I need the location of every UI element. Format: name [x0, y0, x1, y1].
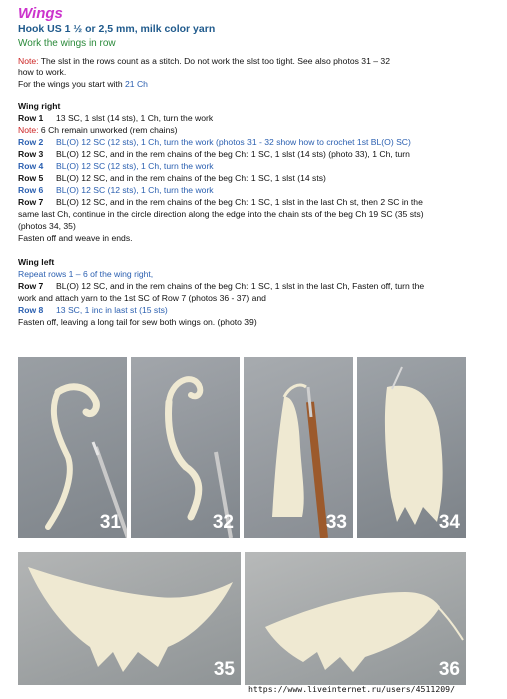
row-text: 13 SC, 1 slst (14 sts), 1 Ch, turn the work [56, 113, 214, 123]
row-label: Row 7 [18, 281, 44, 291]
wr-row-5 [18, 173, 493, 185]
finished-wing-image [245, 552, 466, 685]
photo-36 [245, 552, 466, 685]
row-text: BL(O) 12 SC (12 sts), 1 Ch, turn the work [56, 185, 214, 195]
photo-33 [244, 357, 353, 538]
row-text: 13 SC, 1 inc in last st (15 sts) [56, 305, 168, 315]
photo-number: 33 [325, 512, 347, 533]
row-label: Row 8 [18, 305, 44, 315]
hook-info: Hook US 1 ½ or 2,5 mm, milk color yarn [18, 23, 216, 35]
wr-row-4 [18, 161, 493, 173]
photo-number: 34 [438, 512, 460, 533]
crochet-start-image [18, 357, 127, 538]
wr-note [18, 125, 493, 137]
wr-row-6 [18, 185, 493, 197]
row-label: Row 7 [18, 197, 44, 207]
wl-row-8 [18, 305, 493, 317]
wr-row-2 [18, 137, 493, 149]
wr-row-7-line-2: same last Ch, continue in the circle direction along the edge into the chain sts of the beg Ch 19 SC (35 sts) [18, 209, 424, 219]
wr-row-1 [18, 113, 493, 125]
wl-row-7 [18, 281, 493, 293]
wing-piece-image [357, 357, 466, 538]
finished-wing-image [18, 552, 241, 685]
note-line-1 [18, 56, 493, 68]
start-chain: 21 Ch [125, 79, 148, 89]
wl-repeat: Repeat rows 1 – 6 of the wing right, [18, 269, 154, 279]
photo-34 [357, 357, 466, 538]
row-text: BL(O) 12 SC (12 sts), 1 Ch, turn the work (photos 31 - 32 show how to crochet 1st BL(O) SC) [56, 137, 411, 147]
crochet-piece-image [244, 357, 353, 538]
wr-row-3 [18, 149, 493, 161]
note-text: 6 Ch remain unworked (rem chains) [38, 125, 178, 135]
wing-left-heading: Wing left [18, 257, 55, 267]
row-label: Row 4 [18, 161, 44, 171]
crochet-row-image [131, 357, 240, 538]
row-text: BL(O) 12 SC, and in the rem chains of the beg Ch: 1 SC, 1 slst in the last Ch, Fasten off, turn the [56, 281, 425, 291]
wl-fasten: Fasten off, leaving a long tail for sew both wings on. (photo 39) [18, 317, 257, 327]
row-text: BL(O) 12 SC, and in the rem chains of the beg Ch: 1 SC, 1 slst (14 sts) [56, 173, 326, 183]
row-label: Row 6 [18, 185, 44, 195]
photo-number: 31 [99, 512, 121, 533]
photo-number: 35 [213, 659, 235, 680]
start-line [18, 79, 493, 91]
photo-32 [131, 357, 240, 538]
note-line-2: how to work. [18, 67, 67, 77]
note-label: Note: [18, 56, 39, 66]
source-url[interactable]: https://www.liveinternet.ru/users/4511209/ [248, 684, 456, 694]
row-text: BL(O) 12 SC, and in the rem chains of the beg Ch: 1 SC, 1 slst (14 sts) (photo 33), 1 Ch, turn [56, 149, 410, 159]
row-text: BL(O) 12 SC (12 sts), 1 Ch, turn the work [56, 161, 214, 171]
row-text: BL(O) 12 SC, and in the rem chains of the beg Ch: 1 SC, 1 slst in the last Ch st, then 2 SC in the [56, 197, 423, 207]
subtitle: Work the wings in row [18, 38, 116, 49]
note-text: The slst in the rows count as a stitch. Do not work the slst too tight. See also photos 31 – 32 [38, 56, 390, 66]
row-label: Row 3 [18, 149, 44, 159]
photo-number: 32 [212, 512, 234, 533]
photo-31 [18, 357, 127, 538]
start-text: For the wings you start with [18, 79, 125, 89]
row-label: Row 5 [18, 173, 44, 183]
wr-row-7-line-3: (photos 34, 35) [18, 221, 76, 231]
note-label: Note: [18, 125, 39, 135]
row-label: Row 2 [18, 137, 44, 147]
row-label: Row 1 [18, 113, 44, 123]
wing-right-heading: Wing right [18, 101, 61, 111]
wl-row-7-line-2: work and attach yarn to the 1st SC of Row 7 (photos 36 - 37) and [18, 293, 266, 303]
photo-35 [18, 552, 241, 685]
photo-number: 36 [438, 659, 460, 680]
wr-row-7 [18, 197, 493, 209]
page-title: Wings [18, 5, 63, 22]
wr-fasten: Fasten off and weave in ends. [18, 233, 133, 243]
